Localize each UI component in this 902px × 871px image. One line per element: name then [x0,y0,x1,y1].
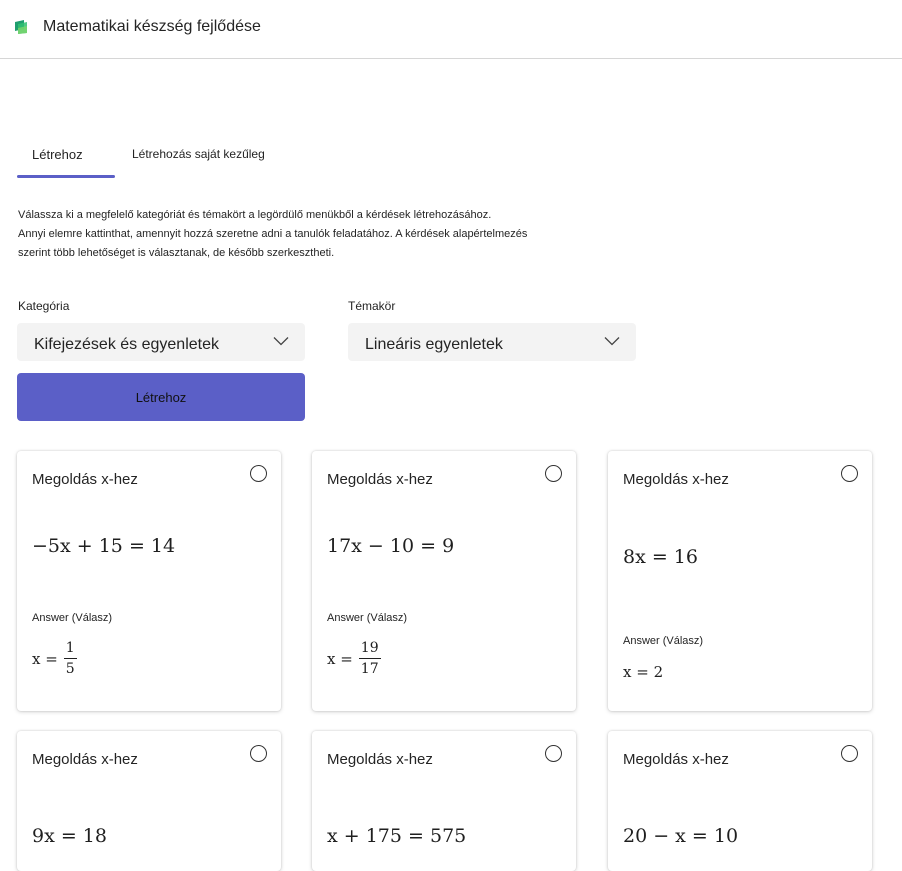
question-card[interactable] [608,451,872,711]
card-equation: 8x = 16 [623,546,698,568]
app-title: Matematikai készség fejlődése [43,18,261,35]
create-button[interactable]: Létrehoz [17,373,305,421]
question-card[interactable] [312,731,576,871]
topic-value: Lineáris egyenletek [365,336,503,353]
instructions-line: Annyi elemre kattinthat, amennyit hozzá szeretne adni a tanulók feladatához. A kérdések alapértelmezés [18,228,528,240]
card-equation: 17x − 10 = 9 [327,535,455,557]
chevron-down-icon [604,336,620,346]
card-answer [32,641,77,677]
instructions-line: szerint több lehetőséget is választanak, de később szerkesztheti. [18,247,335,259]
fraction-numerator: 19 [359,641,381,659]
question-card[interactable] [17,451,281,711]
answer-label: Answer (Válasz) [623,635,704,647]
card-title: Megoldás x-hez [327,471,433,488]
select-radio[interactable] [545,745,562,762]
card-equation: −5x + 15 = 14 [32,535,176,557]
select-radio[interactable] [841,465,858,482]
card-title: Megoldás x-hez [623,751,729,768]
card-equation: x + 175 = 575 [327,825,467,847]
answer-lhs: x = [327,650,353,668]
app-header [0,0,902,59]
topic-label: Témakör [348,299,396,313]
card-answer: x = 2 [623,663,664,681]
app-logo-icon [13,19,29,35]
category-label: Kategória [18,299,70,313]
card-equation: 20 − x = 10 [623,825,739,847]
fraction-denominator: 17 [360,661,379,677]
tab-create[interactable]: Létrehoz [32,147,83,162]
card-title: Megoldás x-hez [32,751,138,768]
select-radio[interactable] [841,745,858,762]
card-answer [327,641,381,677]
chevron-down-icon [273,336,289,346]
question-card[interactable] [312,451,576,711]
answer-label: Answer (Válasz) [32,612,113,624]
select-radio[interactable] [545,465,562,482]
instructions-line: Válassza ki a megfelelő kategóriát és témakört a legördülő menükből a kérdések létrehozásához. [18,209,492,221]
fraction-numerator: 1 [64,641,77,659]
card-title: Megoldás x-hez [32,471,138,488]
fraction-denominator: 5 [65,661,75,677]
answer-label: Answer (Válasz) [327,612,408,624]
instructions-text [18,206,598,263]
topic-dropdown[interactable] [348,323,636,361]
card-title: Megoldás x-hez [623,471,729,488]
active-tab-indicator [17,175,115,178]
question-card[interactable] [608,731,872,871]
select-radio[interactable] [250,465,267,482]
answer-fraction [64,641,77,677]
question-card[interactable] [17,731,281,871]
card-equation: 9x = 18 [32,825,107,847]
answer-fraction [359,641,381,677]
card-title: Megoldás x-hez [327,751,433,768]
category-value: Kifejezések és egyenletek [34,336,219,353]
tab-create-manually[interactable]: Létrehozás saját kezűleg [132,147,265,161]
answer-lhs: x = [32,650,58,668]
category-dropdown[interactable] [17,323,305,361]
select-radio[interactable] [250,745,267,762]
